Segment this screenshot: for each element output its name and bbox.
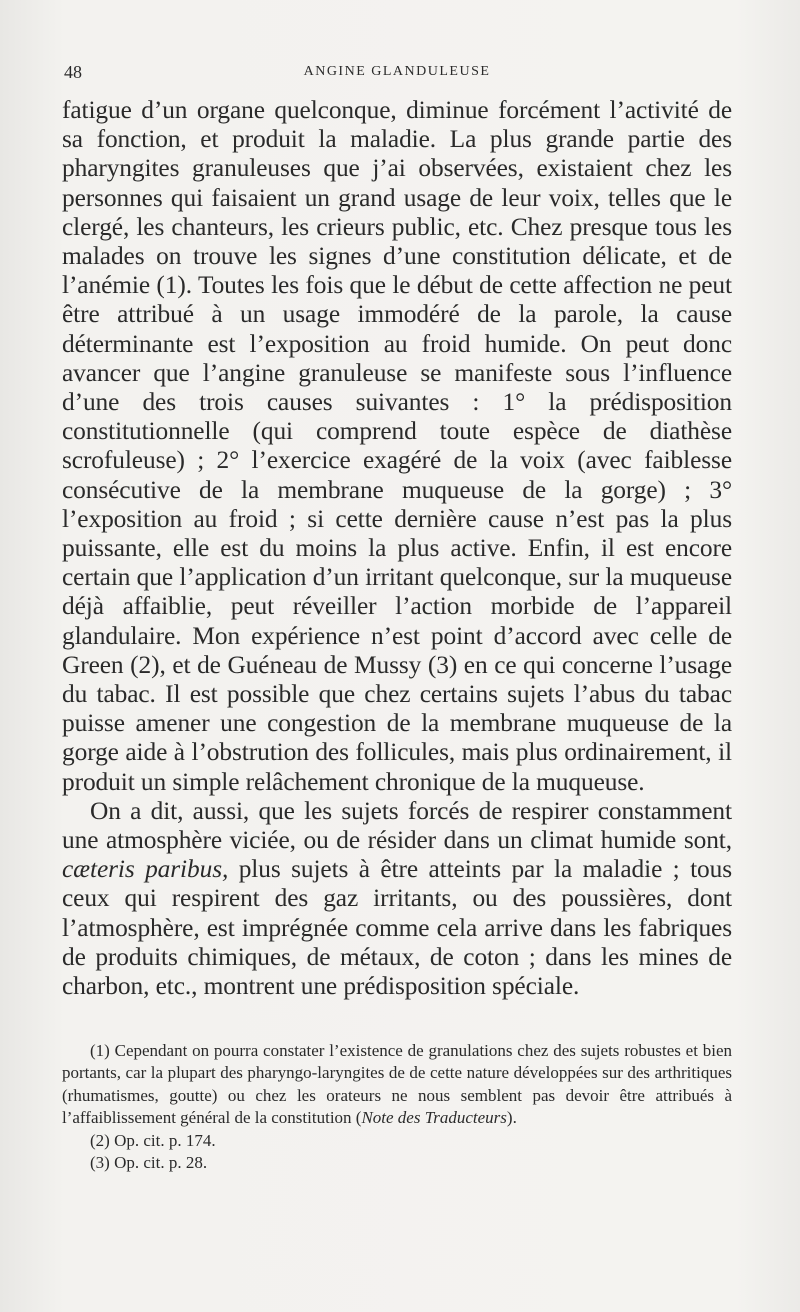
body-text xyxy=(62,96,732,1001)
running-title: ANGINE GLANDULEUSE xyxy=(303,64,491,79)
footnote-1-italic: Note des Traducteurs xyxy=(361,1108,507,1128)
paragraph-2-end: plus sujets à être atteints par la maladie ; tous ceux qui respirent des gaz irritants, ou des poussières, dont l’atmosphère, est imprégnée comme cela arrive dans les fabriques de produits chimiques, de métaux, de coton ; dans les mines de charbon, etc., montrent une prédisposition spéciale. xyxy=(62,855,733,1001)
footnote-2: (2) Op. cit. p. 174. xyxy=(90,1130,216,1150)
page-header xyxy=(64,62,730,88)
footnotes xyxy=(62,1040,732,1174)
footnote-1-close: ). xyxy=(506,1108,517,1128)
paragraph-1: fatigue d’un organe quelconque, diminue forcément l’activité de sa fonction, et produit la maladie. La plus grande partie des pharyngites granuleuses que j’ai observées, existaient chez les personnes qui faisaient un grand usage de leur voix, telles que le clergé, les chanteurs, les crieurs public, etc. Chez presque tous les malades on trouve les signes d’une constitution délicate, et de l’anémie (1). Toutes les fois que le début de cette affection ne peut être attribué à un usage immodéré de la parole, la cause déterminante est l’exposition au froid humide. On peut donc avancer que l’angine granuleuse se manifeste sous l’influence d’une des trois causes suivantes : 1° la prédisposition constitutionnelle (qui comprend toute espèce de diathèse scrofuleuse) ; 2° l’exercice exagéré de la voix (avec faiblesse consécutive de la membrane muqueuse de la gorge) ; 3° l’exposition au froid ; si cette dernière cause n’est pas la plus puissante, elle est du moins la plus active. Enfin, il est encore certain que l’application d’un irritant quelconque, sur la muqueuse déjà affaiblie, peut réveiller l’action morbide de l’appareil glandulaire. Mon expérience n’est point d’accord avec celle de Green (2), et de Guéneau de Mussy (3) en ce qui concerne l’usage du tabac. Il est possible que chez certains sujets l’abus du tabac puisse amener une congestion de la membrane muqueuse de la gorge aide à l’obstrution des follicules, mais plus ordinairement, il produit un simple relâchement chronique de la muqueuse. xyxy=(62,96,732,796)
paragraph-2 xyxy=(62,797,732,1001)
page-number: 48 xyxy=(64,62,82,82)
footnote-1 xyxy=(62,1040,732,1130)
footnote-3: (3) Op. cit. p. 28. xyxy=(90,1153,208,1173)
latin-phrase: cæteris paribus, xyxy=(62,855,229,884)
footnote-1-text: (1) Cependant on pourra constater l’existence de granulations chez des sujets robustes et bien portants, car la plupart des pharyngo-laryngites de de cette nature développées sur des arthritiques (rhumatismes, goutte) ou chez les orateurs ne nous semblent pas devoir être attribués à l’affaiblissement général de la constitution ( xyxy=(62,1041,732,1128)
paragraph-2-start: On a dit, aussi, que les sujets forcés de respirer constamment une atmosphère viciée, ou de résider dans un climat humide sont, xyxy=(62,796,732,855)
